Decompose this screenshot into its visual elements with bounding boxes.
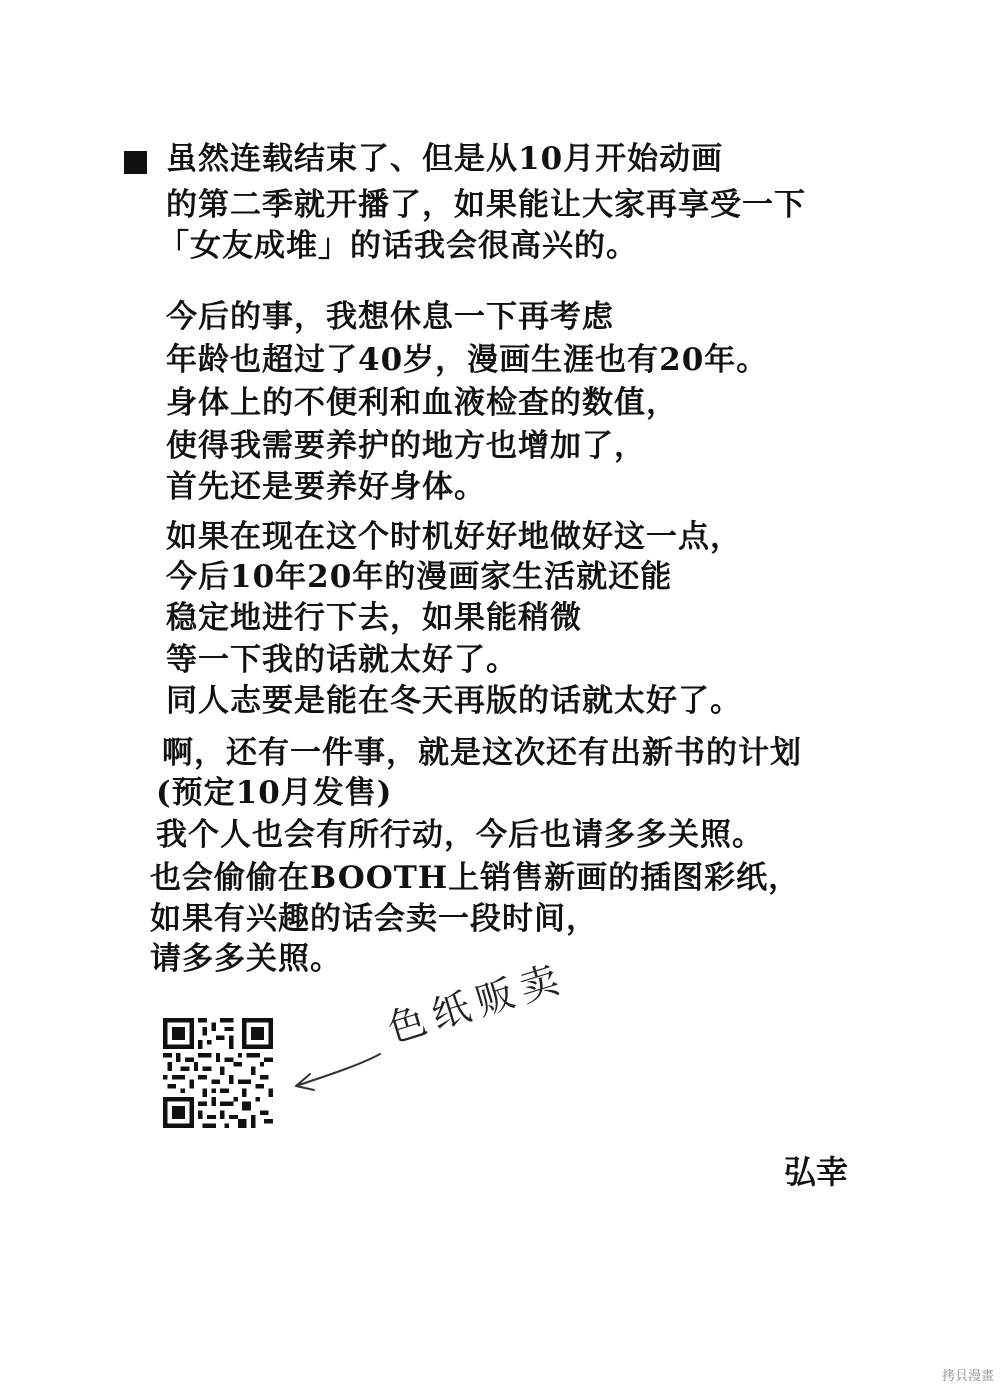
paragraph-4-line-2: (预定10月发售): [156, 775, 393, 811]
paragraph-3-line-3: 稳定地进行下去，如果能稍微: [166, 600, 582, 636]
author-signature: 弘幸: [784, 1153, 849, 1191]
paragraph-2-line-1: 今后的事，我想休息一下再考虑: [166, 299, 614, 335]
paragraph-4-line-6: 请多多关照。: [150, 941, 342, 977]
handwritten-label: 色纸贩卖: [382, 955, 572, 1052]
paragraph-3-line-5: 同人志要是能在冬天再版的话就太好了。: [166, 683, 742, 719]
arrow-left-icon: [292, 1050, 382, 1094]
watermark: 拷貝漫畫: [941, 1369, 994, 1384]
paragraph-4-line-3: 我个人也会有所行动，今后也请多多关照。: [156, 817, 764, 853]
paragraph-3-line-1: 如果在现在这个时机好好地做好这一点，: [166, 519, 742, 555]
paragraph-3-line-2: 今后10年20年的漫画家生活就还能: [166, 559, 673, 595]
paragraph-4-line-4: 也会偷偷在BOOTH上销售新画的插图彩纸，: [150, 860, 801, 896]
paragraph-4-line-1: 啊，还有一件事，就是这次还有出新书的计划: [162, 735, 802, 771]
paragraph-1-line-2: 的第二季就开播了，如果能让大家再享受一下: [166, 187, 806, 223]
paragraph-1-line-1: 虽然连载结束了、但是从10月开始动画: [166, 141, 724, 177]
paragraph-3-line-4: 等一下我的话就太好了。: [166, 642, 518, 678]
paragraph-2-line-5: 首先还是要养好身体。: [166, 469, 486, 505]
bullet-square-icon: [124, 151, 147, 174]
paragraph-1-line-3: 「女友成堆」的话我会很高兴的。: [158, 228, 638, 264]
qr-code-icon[interactable]: [162, 1018, 274, 1128]
paragraph-4-line-5: 如果有兴趣的话会卖一段时间，: [150, 901, 598, 937]
paragraph-2-line-4: 使得我需要养护的地方也增加了，: [166, 428, 646, 464]
paragraph-2-line-2: 年龄也超过了40岁，漫画生涯也有20年。: [166, 342, 769, 378]
paragraph-2-line-3: 身体上的不便利和血液检查的数值，: [166, 385, 678, 421]
